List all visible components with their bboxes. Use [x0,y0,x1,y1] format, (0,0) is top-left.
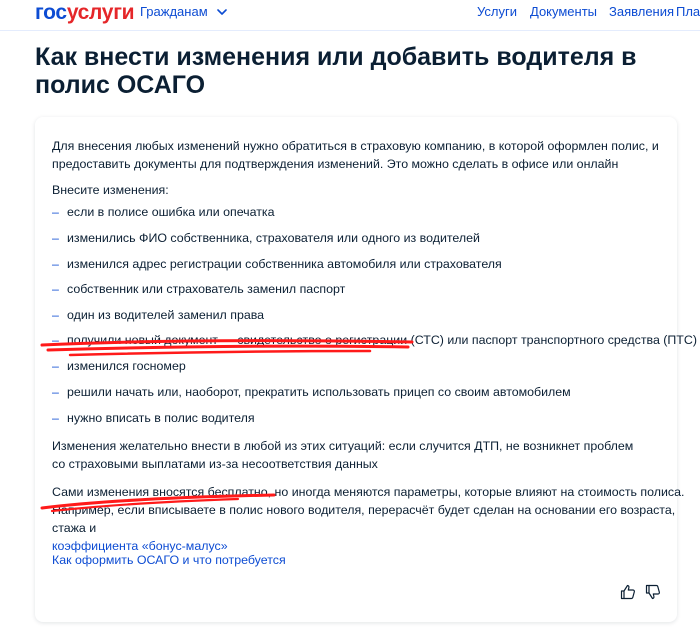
changes-heading: Внесите изменения: [52,183,169,197]
list-dash: – [52,231,59,245]
list-dash: – [52,385,59,399]
list-item [52,384,571,400]
list-item-text: один из водителей заменил права [67,308,265,322]
nav-documents[interactable]: Документы [530,4,598,19]
page-title: Как внести изменения или добавить водителя в полис ОСАГО [35,43,637,99]
free-note-text [52,483,700,555]
gosuslugi-logo[interactable] [35,0,134,26]
list-item-text: изменился адрес регистрации собственника автомобиля или страхователя [67,257,502,271]
list-item [52,204,275,220]
list-item-text: изменились ФИО собственника, страхователя или одного из водителей [67,231,480,245]
list-dash: – [52,282,59,296]
chevron-down-icon [217,9,227,16]
citizens-menu-label: Гражданам [140,4,208,19]
list-dash: – [52,308,59,322]
intro-text [52,137,659,173]
logo-part-uslugi: услуги [66,1,135,24]
thumb-down-icon[interactable] [645,584,661,600]
list-dash: – [52,333,59,347]
free-note-line-2: Например, если вписываете в полис нового водителя, перерасчёт будет сделан на основании его возраста, стажа и [52,503,676,535]
list-item [52,256,502,272]
list-item-text: если в полисе ошибка или опечатка [67,205,275,219]
site-header [0,0,700,30]
list-item [52,281,345,297]
list-dash: – [52,257,59,271]
list-item-text: получили новый документ — свидетельство о регистрации (СТС) или паспорт транспортного средства (ПТС) [67,333,697,347]
situations-line-1: Изменения желательно внести в любой из этих ситуаций: если случится ДТП, не возникнет проблем [52,439,634,453]
nav-services[interactable]: Услуги [477,4,517,19]
osago-howto-link[interactable]: Как оформить ОСАГО и что потребуется [52,553,286,567]
citizens-menu[interactable] [140,4,227,20]
intro-line-1: Для внесения любых изменений нужно обратиться в страховую компанию, в которой оформлен полис, и [52,139,659,153]
situations-text [52,437,633,473]
list-dash: – [52,205,59,219]
list-item [52,230,480,246]
list-dash: – [52,411,59,425]
free-note-line-1: Сами изменения вносятся бесплатно, но иногда меняются параметры, которые влияют на стоимость полиса. [52,485,685,499]
list-item-text: решили начать или, наоборот, прекратить использовать прицеп со своим автомобилем [67,385,571,399]
list-item [52,307,264,323]
logo-part-gos: гос [35,1,67,24]
list-item [52,332,697,348]
situations-line-2: со страховыми выплатами из-за несоответствия данных [52,457,378,471]
list-item-text: нужно вписать в полис водителя [67,411,255,425]
list-item-text: собственник или страхователь заменил паспорт [67,282,346,296]
list-item [52,410,255,426]
list-item [52,358,186,374]
intro-line-2: предоставить документы для подтверждения изменений. Это можно сделать в офисе или онлайн [52,157,619,171]
bonus-malus-link[interactable]: коэффициента «бонус-малус» [52,539,228,553]
nav-payments[interactable]: Пла [676,4,700,19]
header-divider [0,30,700,31]
list-dash: – [52,359,59,373]
thumb-up-icon[interactable] [620,584,636,600]
nav-applications[interactable]: Заявления [609,4,675,19]
list-item-text: изменился госномер [67,359,186,373]
